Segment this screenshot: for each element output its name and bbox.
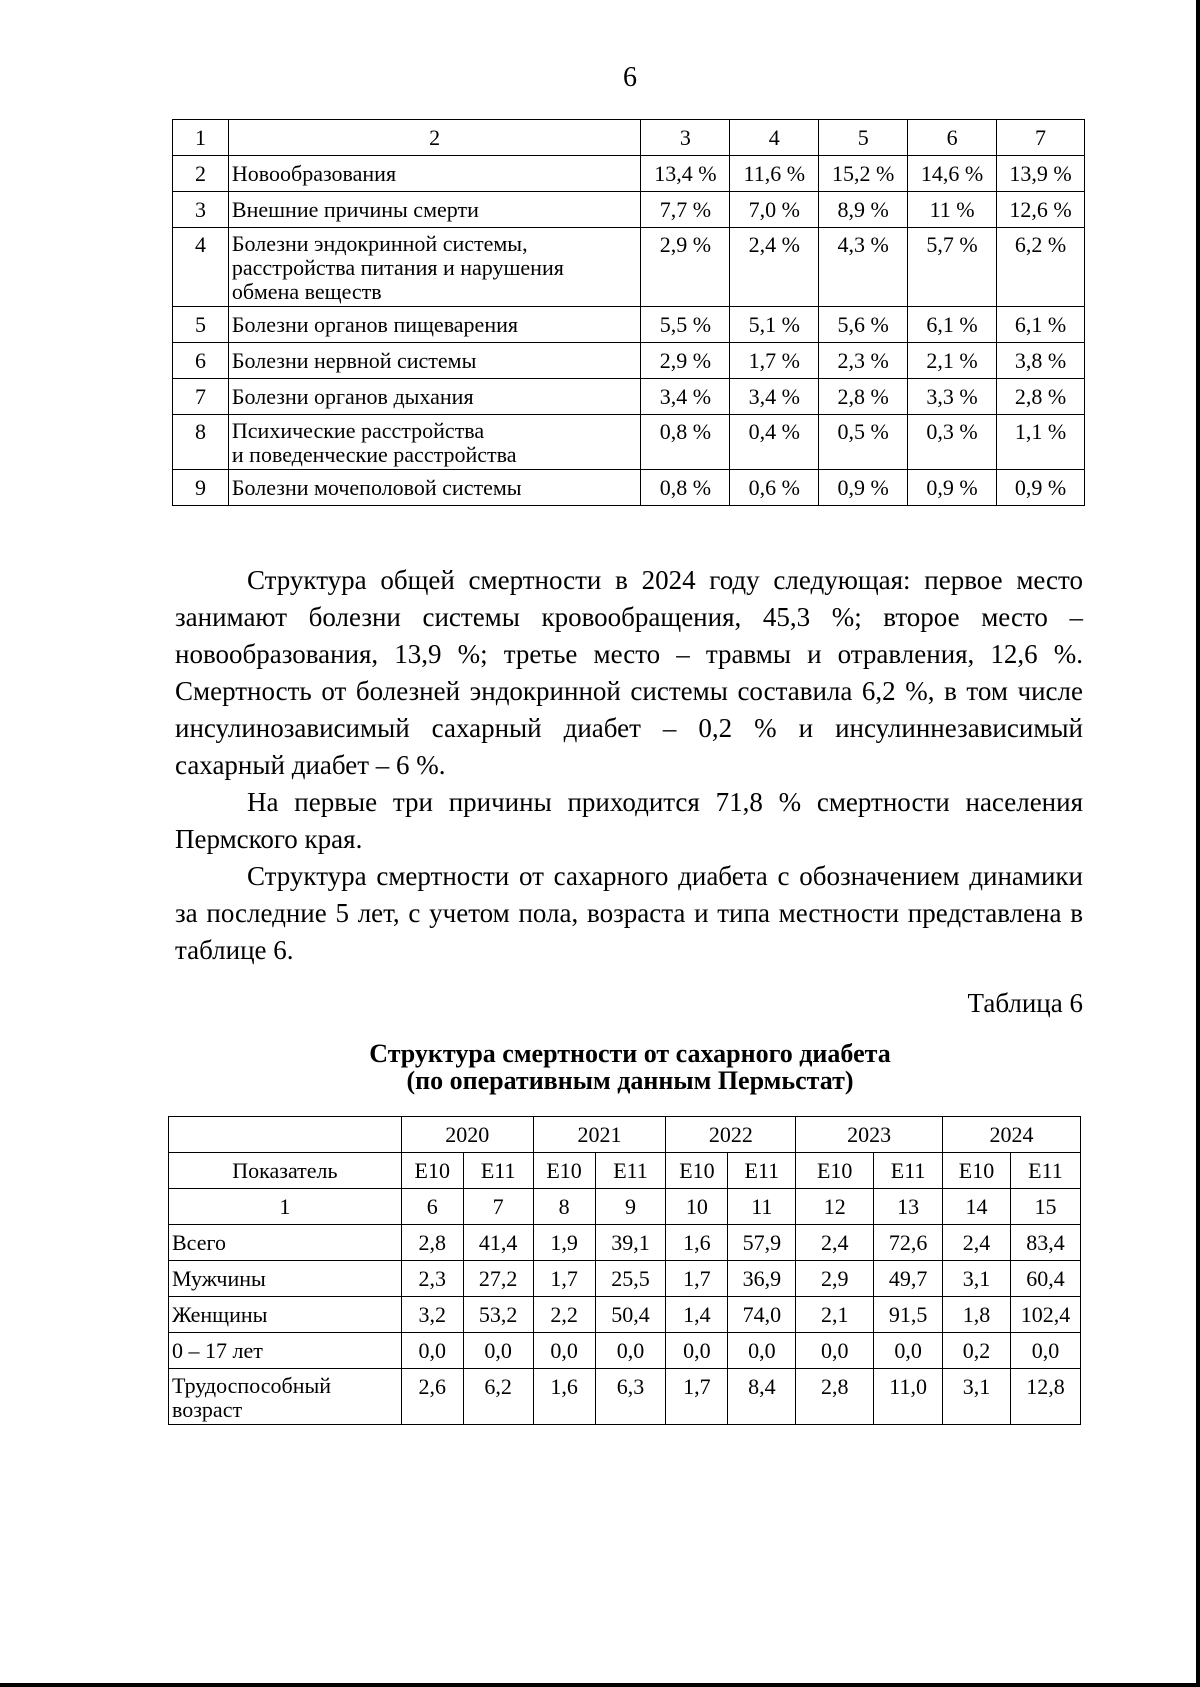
value-cell: 1,7 %	[730, 343, 819, 379]
row-number: 4	[173, 228, 229, 307]
value-cell: 2,4 %	[730, 228, 819, 307]
year-header: 2023	[796, 1117, 943, 1153]
cause-name-line: расстройства питания и нарушения	[231, 255, 564, 280]
value-cell: 5,5 %	[641, 307, 730, 343]
value-cell: 0,9 %	[908, 470, 997, 506]
column-number: 1	[169, 1189, 402, 1225]
column-number: 3	[641, 120, 730, 156]
value-cell: 0,0	[728, 1333, 796, 1369]
table-row	[173, 228, 1085, 307]
table-row	[173, 470, 1085, 506]
code-header: E10	[796, 1153, 874, 1189]
value-cell: 13,4 %	[641, 156, 730, 192]
value-cell: 0,9 %	[819, 470, 908, 506]
column-number: 9	[595, 1189, 666, 1225]
column-number: 6	[908, 120, 997, 156]
year-header-row	[169, 1117, 1081, 1153]
value-cell: 1,7	[666, 1261, 728, 1297]
value-cell: 91,5	[874, 1297, 943, 1333]
value-cell: 11,0	[874, 1369, 943, 1425]
row-number: 5	[173, 307, 229, 343]
value-cell: 1,8	[943, 1297, 1011, 1333]
column-number: 8	[533, 1189, 595, 1225]
diabetes-mortality-table	[168, 1116, 1081, 1425]
value-cell: 2,8	[796, 1369, 874, 1425]
value-cell: 2,9	[796, 1261, 874, 1297]
value-cell: 41,4	[463, 1225, 533, 1261]
value-cell: 0,4 %	[730, 415, 819, 470]
table-row	[169, 1369, 1081, 1425]
value-cell: 74,0	[728, 1297, 796, 1333]
value-cell: 7,0 %	[730, 192, 819, 228]
value-cell: 0,3 %	[908, 415, 997, 470]
value-cell: 1,6	[533, 1369, 595, 1425]
value-cell: 2,3	[401, 1261, 463, 1297]
value-cell: 6,1 %	[908, 307, 997, 343]
value-cell: 0,0	[796, 1333, 874, 1369]
table-title-line: (по оперативным данным Пермьстат)	[406, 1066, 854, 1095]
empty-header-cell	[169, 1117, 402, 1153]
indicator-name-line: возраст	[172, 1397, 243, 1422]
value-cell: 6,2	[463, 1369, 533, 1425]
value-cell: 2,4	[796, 1225, 874, 1261]
value-cell: 14,6 %	[908, 156, 997, 192]
indicator-name: 0 – 17 лет	[169, 1333, 402, 1369]
value-cell: 39,1	[595, 1225, 666, 1261]
year-header: 2020	[401, 1117, 533, 1153]
value-cell: 3,4 %	[641, 379, 730, 415]
cause-name: Болезни мочеполовой системы	[228, 470, 641, 506]
value-cell: 49,7	[874, 1261, 943, 1297]
paragraph-table-reference: Структура смертности от сахарного диабета с обозначением динамики за последние 5 лет, с учетом пола, возраста и типа местности представлена в таблице 6.	[175, 861, 1083, 965]
value-cell: 0,8 %	[641, 415, 730, 470]
value-cell: 4,3 %	[819, 228, 908, 307]
row-number: 6	[173, 343, 229, 379]
value-cell: 2,2	[533, 1297, 595, 1333]
value-cell: 102,4	[1010, 1297, 1080, 1333]
indicator-name: Женщины	[169, 1297, 402, 1333]
table-row	[169, 1333, 1081, 1369]
indicator-name	[169, 1369, 402, 1425]
value-cell: 1,9	[533, 1225, 595, 1261]
column-number: 12	[796, 1189, 874, 1225]
value-cell: 83,4	[1010, 1225, 1080, 1261]
value-cell: 12,8	[1010, 1369, 1080, 1425]
page-number: 6	[623, 62, 637, 93]
value-cell: 2,1	[796, 1297, 874, 1333]
column-number: 4	[730, 120, 819, 156]
column-number: 6	[401, 1189, 463, 1225]
value-cell: 2,4	[943, 1225, 1011, 1261]
value-cell: 50,4	[595, 1297, 666, 1333]
table-row	[173, 192, 1085, 228]
table-header-row	[173, 120, 1085, 156]
scan-edge-bottom	[0, 1683, 1200, 1687]
code-header: E11	[1010, 1153, 1080, 1189]
value-cell: 7,7 %	[641, 192, 730, 228]
row-number: 7	[173, 379, 229, 415]
value-cell: 11 %	[908, 192, 997, 228]
cause-name: Болезни органов дыхания	[228, 379, 641, 415]
table-row	[173, 156, 1085, 192]
value-cell: 0,0	[463, 1333, 533, 1369]
value-cell: 36,9	[728, 1261, 796, 1297]
value-cell: 2,6	[401, 1369, 463, 1425]
table-row	[169, 1225, 1081, 1261]
value-cell: 0,5 %	[819, 415, 908, 470]
code-header: E11	[728, 1153, 796, 1189]
value-cell: 1,7	[666, 1369, 728, 1425]
value-cell: 13,9 %	[997, 156, 1085, 192]
column-number: 13	[874, 1189, 943, 1225]
value-cell: 0,0	[1010, 1333, 1080, 1369]
indicator-name-line: Трудоспособный	[172, 1373, 332, 1398]
value-cell: 2,8 %	[997, 379, 1085, 415]
value-cell: 2,8 %	[819, 379, 908, 415]
value-cell: 25,5	[595, 1261, 666, 1297]
value-cell: 0,0	[595, 1333, 666, 1369]
row-number: 2	[173, 156, 229, 192]
column-number: 7	[997, 120, 1085, 156]
value-cell: 3,3 %	[908, 379, 997, 415]
value-cell: 1,4	[666, 1297, 728, 1333]
value-cell: 3,4 %	[730, 379, 819, 415]
value-cell: 0,9 %	[997, 470, 1085, 506]
value-cell: 53,2	[463, 1297, 533, 1333]
value-cell: 5,7 %	[908, 228, 997, 307]
value-cell: 3,1	[943, 1369, 1011, 1425]
code-header: E10	[533, 1153, 595, 1189]
indicator-name: Всего	[169, 1225, 402, 1261]
value-cell: 15,2 %	[819, 156, 908, 192]
value-cell: 11,6 %	[730, 156, 819, 192]
cause-name-line: обмена веществ	[231, 279, 382, 304]
code-header: E11	[463, 1153, 533, 1189]
value-cell: 1,7	[533, 1261, 595, 1297]
row-number: 3	[173, 192, 229, 228]
column-number: 15	[1010, 1189, 1080, 1225]
column-number: 11	[728, 1189, 796, 1225]
value-cell: 0,2	[943, 1333, 1011, 1369]
value-cell: 6,3	[595, 1369, 666, 1425]
cause-name-line: Болезни эндокринной системы,	[231, 231, 528, 256]
table-row	[169, 1261, 1081, 1297]
mortality-causes-table	[172, 119, 1085, 506]
cause-name-line: и поведенческие расстройства	[231, 442, 517, 467]
code-header: E10	[943, 1153, 1011, 1189]
value-cell: 57,9	[728, 1225, 796, 1261]
value-cell: 5,1 %	[730, 307, 819, 343]
table-row	[169, 1297, 1081, 1333]
value-cell: 1,6	[666, 1225, 728, 1261]
paragraph-mortality-structure: Структура общей смертности в 2024 году следующая: первое место занимают болезни системы кровообращения, 45,3 %; второе место – новообразования, 13,9 %; третье место – травмы и отравления, 12,6 %. Смертность от болезней эндокринной системы составила 6,2 %, в том числе инсулинозависимый сахарный диабет – 0,2 % и инсулиннезависимый сахарный диабет – 6 %.	[175, 565, 1083, 780]
year-header: 2024	[943, 1117, 1081, 1153]
code-header: E10	[666, 1153, 728, 1189]
value-cell: 0,0	[666, 1333, 728, 1369]
row-number: 8	[173, 415, 229, 470]
value-cell: 72,6	[874, 1225, 943, 1261]
value-cell: 12,6 %	[997, 192, 1085, 228]
table-row	[173, 415, 1085, 470]
value-cell: 5,6 %	[819, 307, 908, 343]
value-cell: 2,3 %	[819, 343, 908, 379]
column-number: 5	[819, 120, 908, 156]
table-title	[240, 1040, 1020, 1094]
column-number: 14	[943, 1189, 1011, 1225]
value-cell: 3,2	[401, 1297, 463, 1333]
value-cell: 3,1	[943, 1261, 1011, 1297]
indicator-header: Показатель	[169, 1153, 402, 1189]
value-cell: 2,1 %	[908, 343, 997, 379]
scan-edge-right	[1196, 0, 1200, 1687]
value-cell: 8,9 %	[819, 192, 908, 228]
column-number-row	[169, 1189, 1081, 1225]
value-cell: 0,6 %	[730, 470, 819, 506]
column-number: 10	[666, 1189, 728, 1225]
value-cell: 3,8 %	[997, 343, 1085, 379]
table-row	[173, 343, 1085, 379]
code-header-row	[169, 1153, 1081, 1189]
cause-name	[228, 228, 641, 307]
value-cell: 0,0	[533, 1333, 595, 1369]
cause-name: Внешние причины смерти	[228, 192, 641, 228]
cause-name: Новообразования	[228, 156, 641, 192]
value-cell: 0,0	[401, 1333, 463, 1369]
column-number: 2	[228, 120, 641, 156]
column-number: 7	[463, 1189, 533, 1225]
indicator-name: Мужчины	[169, 1261, 402, 1297]
value-cell: 1,1 %	[997, 415, 1085, 470]
code-header: E10	[401, 1153, 463, 1189]
table-label: Таблица 6	[967, 988, 1083, 1018]
table-row	[173, 307, 1085, 343]
code-header: E11	[595, 1153, 666, 1189]
table-row	[173, 379, 1085, 415]
value-cell: 6,2 %	[997, 228, 1085, 307]
value-cell: 0,0	[874, 1333, 943, 1369]
value-cell: 60,4	[1010, 1261, 1080, 1297]
cause-name: Болезни органов пищеварения	[228, 307, 641, 343]
paragraph-top-causes: На первые три причины приходится 71,8 % смертности населения Пермского края.	[175, 787, 1083, 854]
column-number: 1	[173, 120, 229, 156]
value-cell: 6,1 %	[997, 307, 1085, 343]
year-header: 2021	[533, 1117, 666, 1153]
cause-name: Болезни нервной системы	[228, 343, 641, 379]
cause-name-line: Психические расстройства	[231, 418, 485, 443]
year-header: 2022	[666, 1117, 796, 1153]
value-cell: 2,9 %	[641, 343, 730, 379]
value-cell: 2,9 %	[641, 228, 730, 307]
value-cell: 27,2	[463, 1261, 533, 1297]
cause-name	[228, 415, 641, 470]
value-cell: 8,4	[728, 1369, 796, 1425]
value-cell: 2,8	[401, 1225, 463, 1261]
value-cell: 0,8 %	[641, 470, 730, 506]
table-title-line: Структура смертности от сахарного диабета	[369, 1039, 891, 1068]
row-number: 9	[173, 470, 229, 506]
code-header: E11	[874, 1153, 943, 1189]
